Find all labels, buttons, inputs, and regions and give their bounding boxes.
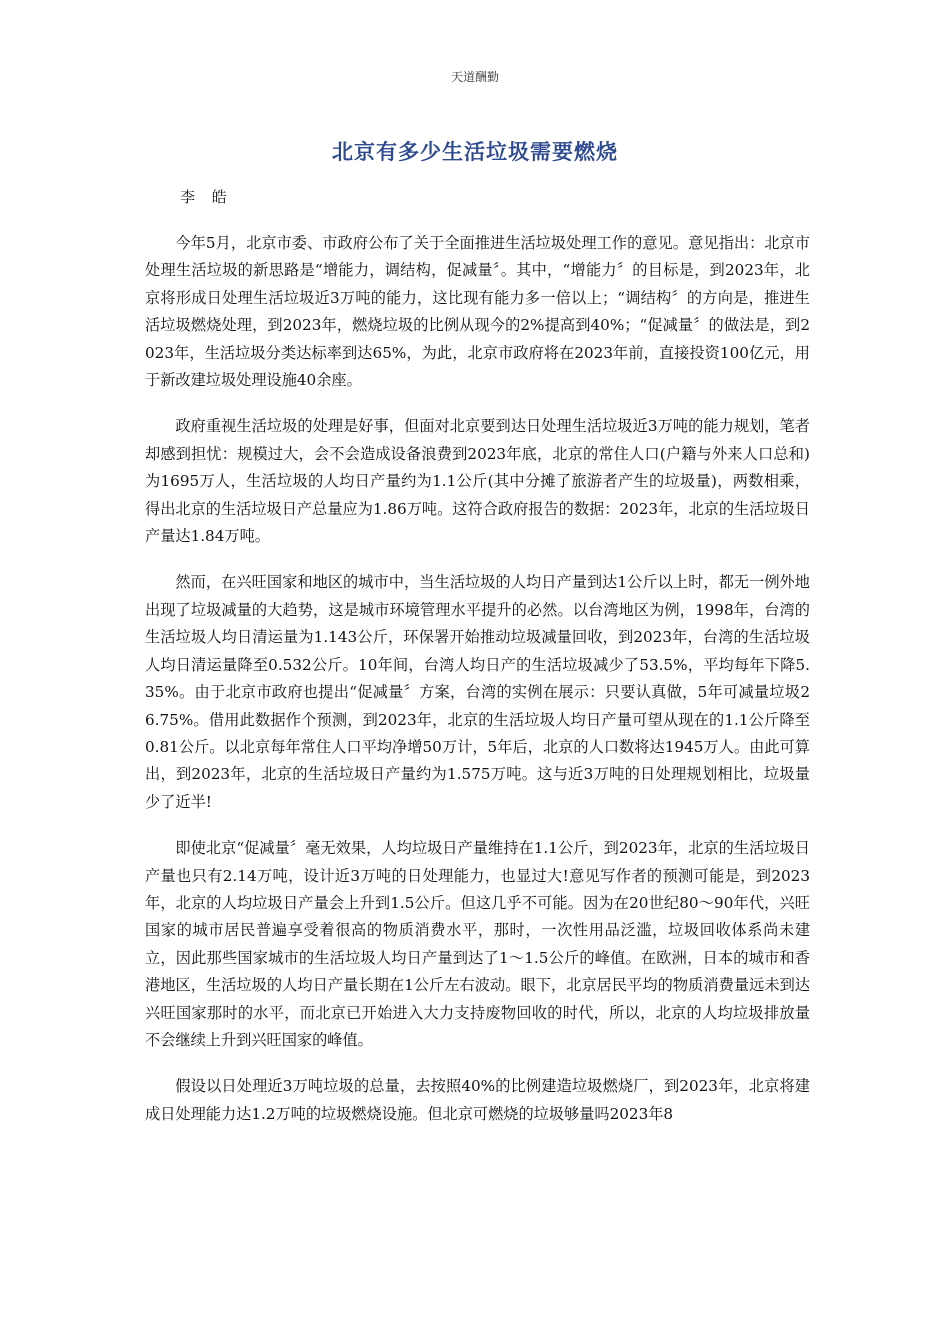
paragraph: 即使北京“促减量〞毫无效果，人均垃圾日产量维持在1.1公斤，到2023年，北京的生活垃圾日产量也只有2.14万吨，设计近3万吨的日处理能力，也显过大!意见写作者的预测可能是，到2023年，北京的人均垃圾日产量会上升到1.5公斤。但这几乎不可能。因为在20世纪80～90年代，兴旺国家的城市居民普遍享受着很高的物质消费水平，那时，一次性用品泛滥，垃圾回收体系尚未建立，因此那些国家城市的生活垃圾人均日产量到达了1～1.5公斤的峰值。在欧洲，日本的城市和香港地区，生活垃圾的人均日产量长期在1公斤左右波动。眼下，北京居民平均的物质消费量远未到达兴旺国家那时的水平，而北京已开始进入大力支持废物回收的时代，所以，北京的人均垃圾排放量不会继续上升到兴旺国家的峰值。 (145, 839, 810, 1049)
paragraph: 假设以日处理近3万吨垃圾的总量，去按照40%的比例建造垃圾燃烧厂，到2023年，北京将建成日处理能力达1.2万吨的垃圾燃烧设施。但北京可燃烧的垃圾够量吗2023年8 (145, 1077, 810, 1123)
article-body (145, 230, 810, 1147)
paragraph: 今年5月，北京市委、市政府公布了关于全面推进生活垃圾处理工作的意见。意见指出：北京市处理生活垃圾的新思路是“增能力，调结构，促减量〞。其中，“增能力〞的目标是，到2023年，北京将形成日处理生活垃圾近3万吨的能力，这比现有能力多一倍以上；“调结构〞的方向是，推进生活垃圾燃烧处理，到2023年，燃烧垃圾的比例从现今的2%提高到40%；“促减量〞的做法是，到2023年，生活垃圾分类达标率到达65%，为此，北京市政府将在2023年前，直接投资100亿元，用于新改建垃圾处理设施40余座。 (145, 234, 810, 390)
article-title: 北京有多少生活垃圾需要燃烧 (332, 140, 618, 164)
paragraph: 然而，在兴旺国家和地区的城市中，当生活垃圾的人均日产量到达1公斤以上时，都无一例外地出现了垃圾减量的大趋势，这是城市环境管理水平提升的必然。以台湾地区为例，1998年，台湾的生活垃圾人均日清运量为1.143公斤，环保署开始推动垃圾减量回收，到2023年，台湾的生活垃圾人均日清运量降至0.532公斤。10年间，台湾人均日产的生活垃圾减少了53.5%，平均每年下降5.35%。由于北京市政府也提出“促减量〞方案，台湾的实例在展示：只要认真做，5年可减量垃圾26.75%。借用此数据作个预测，到2023年，北京的生活垃圾人均日产量可望从现在的1.1公斤降至0.81公斤。以北京每年常住人口平均净增50万计，5年后，北京的人口数将达1945万人。由此可算出，到2023年，北京的生活垃圾日产量约为1.575万吨。这与近3万吨的日处理规划相比，垃圾量少了近半! (145, 573, 810, 811)
paragraph: 政府重视生活垃圾的处理是好事，但面对北京要到达日处理生活垃圾近3万吨的能力规划，笔者却感到担忧：规模过大，会不会造成设备浪费到2023年底，北京的常住人口(户籍与外来人口总和)为1695万人，生活垃圾的人均日产量约为1.1公斤(其中分摊了旅游者产生的垃圾量)，两数相乘，得出北京的生活垃圾日产总量应为1.86万吨。这符合政府报告的数据：2023年，北京的生活垃圾日产量达1.84万吨。 (145, 417, 810, 546)
page-header: 天道酬勤 (450, 70, 499, 84)
article-author: 李 皓 (180, 188, 233, 206)
